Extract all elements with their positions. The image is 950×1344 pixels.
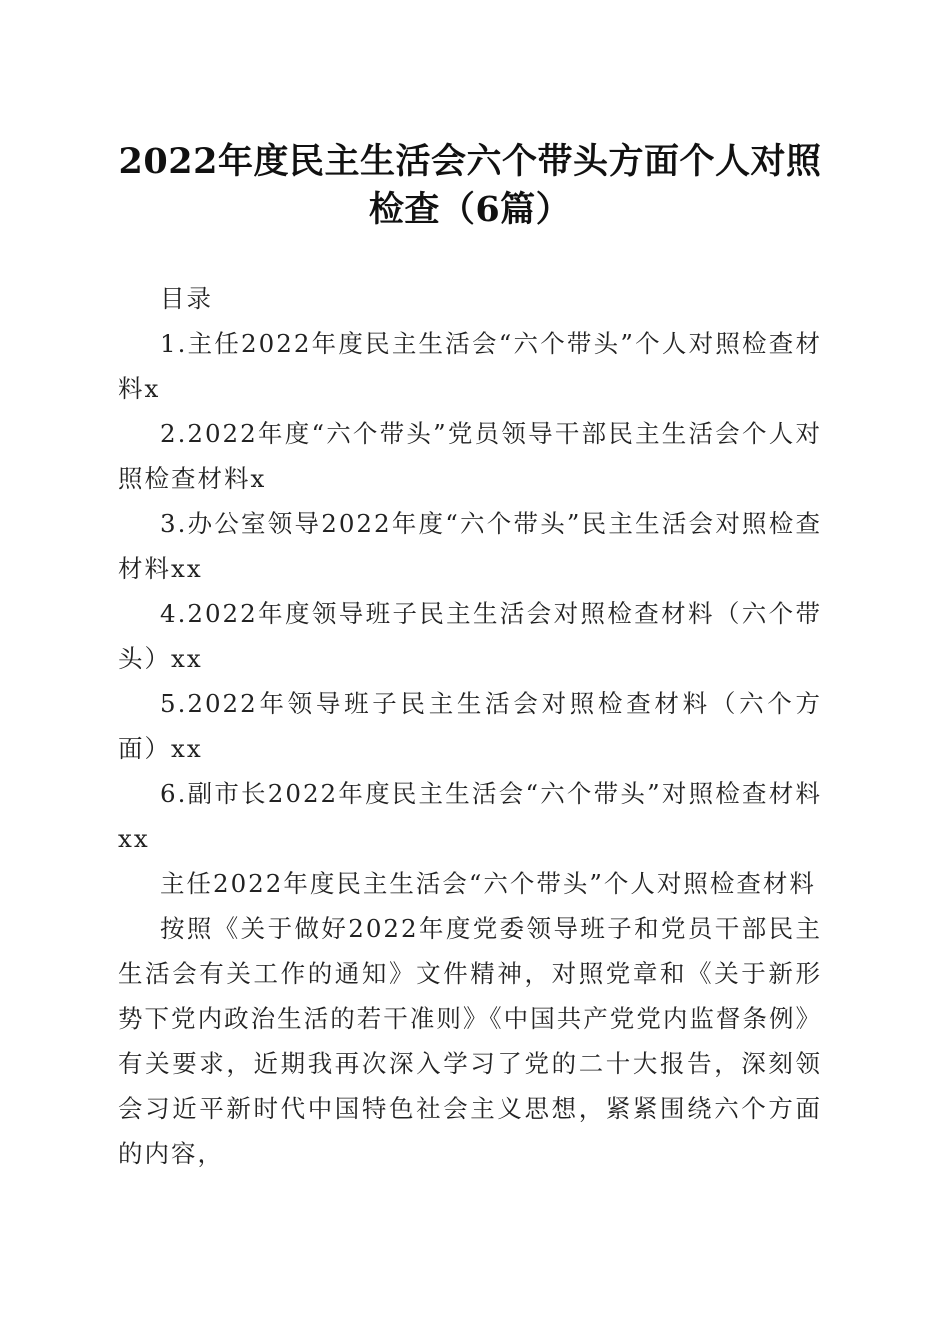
toc-item: 3.办公室领导2022年度“六个带头”民主生活会对照检查材料xx <box>118 509 822 583</box>
toc-heading: 目录 <box>160 284 213 313</box>
toc-item: 1.主任2022年度民主生活会“六个带头”个人对照检查材料x <box>118 329 822 403</box>
section-title: 主任2022年度民主生活会“六个带头”个人对照检查材料 <box>160 869 816 898</box>
toc-item: 2.2022年度“六个带头”党员领导干部民主生活会个人对照检查材料x <box>118 419 822 493</box>
document-title: 2022年度民主生活会六个带头方面个人对照检查（6篇） <box>118 141 822 230</box>
toc-item: 4.2022年度领导班子民主生活会对照检查材料（六个带头）xx <box>118 599 822 673</box>
document-body <box>118 276 822 1176</box>
toc-item: 6.副市长2022年度民主生活会“六个带头”对照检查材料xx <box>118 779 822 853</box>
toc-item: 5.2022年领导班子民主生活会对照检查材料（六个方面）xx <box>118 689 822 763</box>
body-paragraph: 按照《关于做好2022年度党委领导班子和党员干部民主生活会有关工作的通知》文件精神，对照党章和《关于新形势下党内政治生活的若干准则》《中国共产党党内监督条例》有关要求，近期我再次深入学习了党的二十大报告，深刻领会习近平新时代中国特色社会主义思想，紧紧围绕六个方面的内容， <box>118 914 822 1168</box>
